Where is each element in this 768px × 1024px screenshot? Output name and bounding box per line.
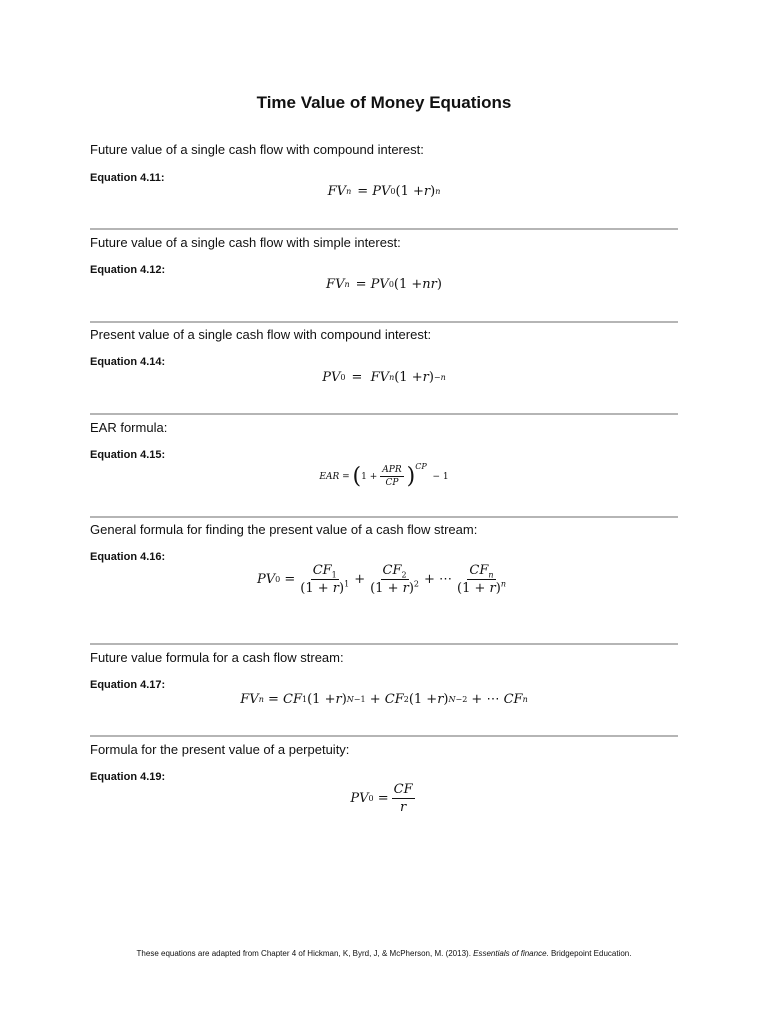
section-divider <box>90 516 678 518</box>
section-divider <box>90 643 678 645</box>
equation-label: Equation 4.15: <box>90 449 166 461</box>
formula-4-12: FV n = PV 0 (1 + nr ) <box>326 277 442 292</box>
equation-label: Equation 4.11: <box>90 172 165 184</box>
equation-label: Equation 4.19: <box>90 771 166 783</box>
formula-4-15: EAR = ( 1 + $\frac{\text{APR}}{CP}$ ) $^{CP}$ − 1 <box>319 461 449 489</box>
formula-4-19: PV 0 = $\frac{CF}{r}$ <box>350 782 413 815</box>
section-divider <box>90 228 678 230</box>
equation-description: Future value of a single cash flow with compound interest: <box>90 142 424 157</box>
equation-description: General formula for finding the present value of a cash flow stream: <box>90 522 478 537</box>
page-title: Time Value of Money Equations <box>256 93 512 112</box>
citation-publisher: . Bridgepoint Education. <box>546 949 632 958</box>
formula-4-16: PV 0 = $\frac{CF_1}{(1 + r)^1}$ + $\frac{CF_2}{(1 + r)^2}$ + ⋯ $\frac{CF_n}{(1 + r)^n}$ <box>257 563 506 596</box>
citation-text: These equations are adapted from Chapter 4 of Hickman, K, Byrd, J, & McPherson, M. (2013). <box>136 949 474 958</box>
equation-description: Future value formula for a cash flow stream: <box>90 650 344 665</box>
formula-4-17: FV n = CF 1 (1 + r ) N−1 + CF 2 (1 + r ) N−2 + ⋯ CF n <box>240 692 528 707</box>
book-title: Essentials of finance <box>473 949 547 958</box>
equation-label: Equation 4.17: <box>90 679 166 691</box>
equation-description: Present value of a single cash flow with compound interest: <box>90 327 432 342</box>
equation-label: Equation 4.16: <box>90 551 166 563</box>
section-divider <box>90 413 678 415</box>
formula-4-14: PV 0 = FV n (1 + r ) −n <box>322 370 446 385</box>
formula-4-11: FV n = PV 0 (1 + r ) n <box>327 184 441 199</box>
equation-label: Equation 4.14: <box>90 356 166 368</box>
section-divider <box>90 321 678 323</box>
section-divider <box>90 735 678 737</box>
citation-footer <box>0 949 768 958</box>
equation-label: Equation 4.12: <box>90 264 166 276</box>
equation-description: Future value of a single cash flow with simple interest: <box>90 235 401 250</box>
equation-description: Formula for the present value of a perpetuity: <box>90 742 350 757</box>
equation-description: EAR formula: <box>90 420 168 435</box>
